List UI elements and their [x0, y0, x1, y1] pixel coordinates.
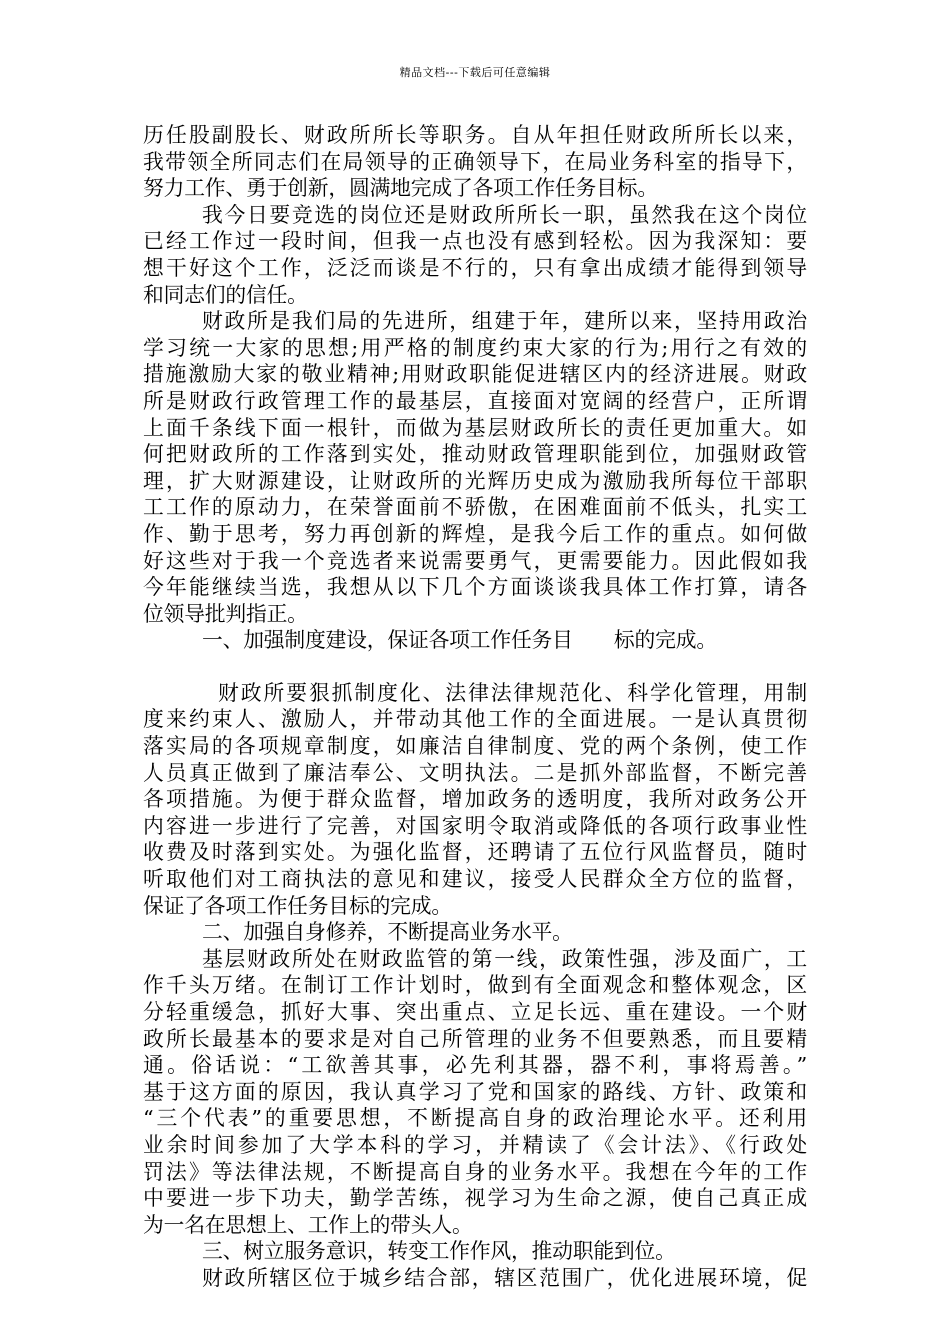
- text-line: 中要进一步下功夫，勤学苦练，视学习为生命之源，使自己真正成: [143, 1186, 807, 1211]
- text-line: 作千头万绪。在制订工作计划时，做到有全面观念和整体观念，区: [143, 973, 807, 998]
- section-heading: 三、树立服务意识，转变工作作风，推动职能到位。: [202, 1239, 676, 1264]
- text-line: 已经工作过一段时间，但我一点也没有感到轻松。因为我深知：要: [143, 229, 807, 254]
- text-line: 收费及时落到实处。为强化监督，还聘请了五位行风监督员，随时: [143, 840, 807, 865]
- text-line: 财政所是我们局的先进所，组建于年，建所以来，坚持用政治: [202, 309, 807, 334]
- page-header: 精品文档---下载后可任意编辑: [399, 66, 551, 79]
- text-line: 政所长最基本的要求是对自己所管理的业务不但要熟悉，而且要精: [143, 1026, 807, 1051]
- text-line: 通。俗话说：“工欲善其事，必先利其器，器不利，事将焉善。”: [143, 1053, 807, 1078]
- text-line: 理，扩大财源建设，让财政所的光辉历史成为激励我所每位干部职: [143, 468, 807, 493]
- text-line: 基层财政所处在财政监管的第一线，政策性强，涉及面广，工: [202, 946, 807, 971]
- text-line: 所是财政行政管理工作的最基层，直接面对宽阔的经营户，正所谓: [143, 388, 807, 413]
- text-line: 业余时间参加了大学本科的学习，并精读了《会计法》、《行政处: [143, 1132, 807, 1157]
- text-line: “三个代表”的重要思想，不断提高自身的政治理论水平。还利用: [143, 1106, 807, 1131]
- text-line: 我今日要竞选的岗位还是财政所所长一职，虽然我在这个岗位: [202, 202, 807, 227]
- blank-line: [143, 654, 807, 680]
- text-line: 罚法》等法律法规，不断提高自身的业务水平。我想在今年的工作: [143, 1159, 807, 1184]
- text-line: 学习统一大家的思想;用严格的制度约束大家的行为;用行之有效的: [143, 335, 807, 360]
- text-line: 历任股副股长、财政所所长等职务。自从年担任财政所所长以来，: [143, 123, 807, 147]
- document-body: [143, 122, 807, 1292]
- text-line: 何把财政所的工作落到实处，推动财政管理职能到位，加强财政管: [143, 442, 807, 467]
- text-line: 财政所辖区位于城乡结合部，辖区范围广，优化进展环境，促: [202, 1265, 807, 1290]
- text-line: 和同志们的信任。: [143, 282, 308, 307]
- text-line: 作、勤于思考，努力再创新的辉煌，是我今后工作的重点。如何做: [143, 521, 807, 546]
- text-line: 工工作的原动力，在荣誉面前不骄傲，在困难面前不低头，扎实工: [143, 495, 807, 520]
- text-line: 度来约束人、激励人，并带动其他工作的全面进展。一是认真贯彻: [143, 707, 807, 732]
- text-line: 基于这方面的原因，我认真学习了党和国家的路线、方针、政策和: [143, 1079, 807, 1104]
- text-line: 内容进一步进行了完善，对国家明令取消或降低的各项行政事业性: [143, 813, 807, 838]
- text-line: 今年能继续当选，我想从以下几个方面谈谈我具体工作打算，请各: [143, 575, 807, 600]
- text-line: 各项措施。为便于群众监督，增加政务的透明度，我所对政务公开: [143, 787, 807, 812]
- section-heading: 一、加强制度建设，保证各项工作任务目 标的完成。: [202, 628, 717, 653]
- text-line: 想干好这个工作，泛泛而谈是不行的，只有拿出成绩才能得到领导: [143, 255, 807, 280]
- text-line: 位领导批判指正。: [143, 601, 308, 626]
- text-line: 上面千条线下面一根针，而做为基层财政所长的责任更加重大。如: [143, 415, 807, 440]
- text-line: 好这些对于我一个竞选者来说需要勇气，更需要能力。因此假如我: [143, 548, 807, 573]
- text-line: 人员真正做到了廉洁奉公、文明执法。二是抓外部监督，不断完善: [143, 760, 807, 785]
- text-line: 为一名在思想上、工作上的带头人。: [143, 1212, 473, 1237]
- text-line: 保证了各项工作任务目标的完成。: [143, 893, 452, 918]
- text-line: 努力工作、勇于创新，圆满地完成了各项工作任务目标。: [143, 176, 658, 201]
- text-line: 财政所要狠抓制度化、法律法律规范化、科学化管理，用制: [218, 680, 807, 705]
- text-line: 措施激励大家的敬业精神;用财政职能促进辖区内的经济进展。财政: [143, 362, 807, 387]
- text-line: 落实局的各项规章制度，如廉洁自律制度、党的两个条例，使工作: [143, 734, 807, 759]
- text-line: 听取他们对工商执法的意见和建议，接受人民群众全方位的监督，: [143, 867, 807, 892]
- text-line: 我带领全所同志们在局领导的正确领导下，在局业务科室的指导下，: [143, 149, 807, 174]
- text-line: 分轻重缓急，抓好大事、突出重点、立足长远、重在建设。一个财: [143, 1000, 807, 1024]
- section-heading: 二、加强自身修养，不断提高业务水平。: [202, 920, 573, 945]
